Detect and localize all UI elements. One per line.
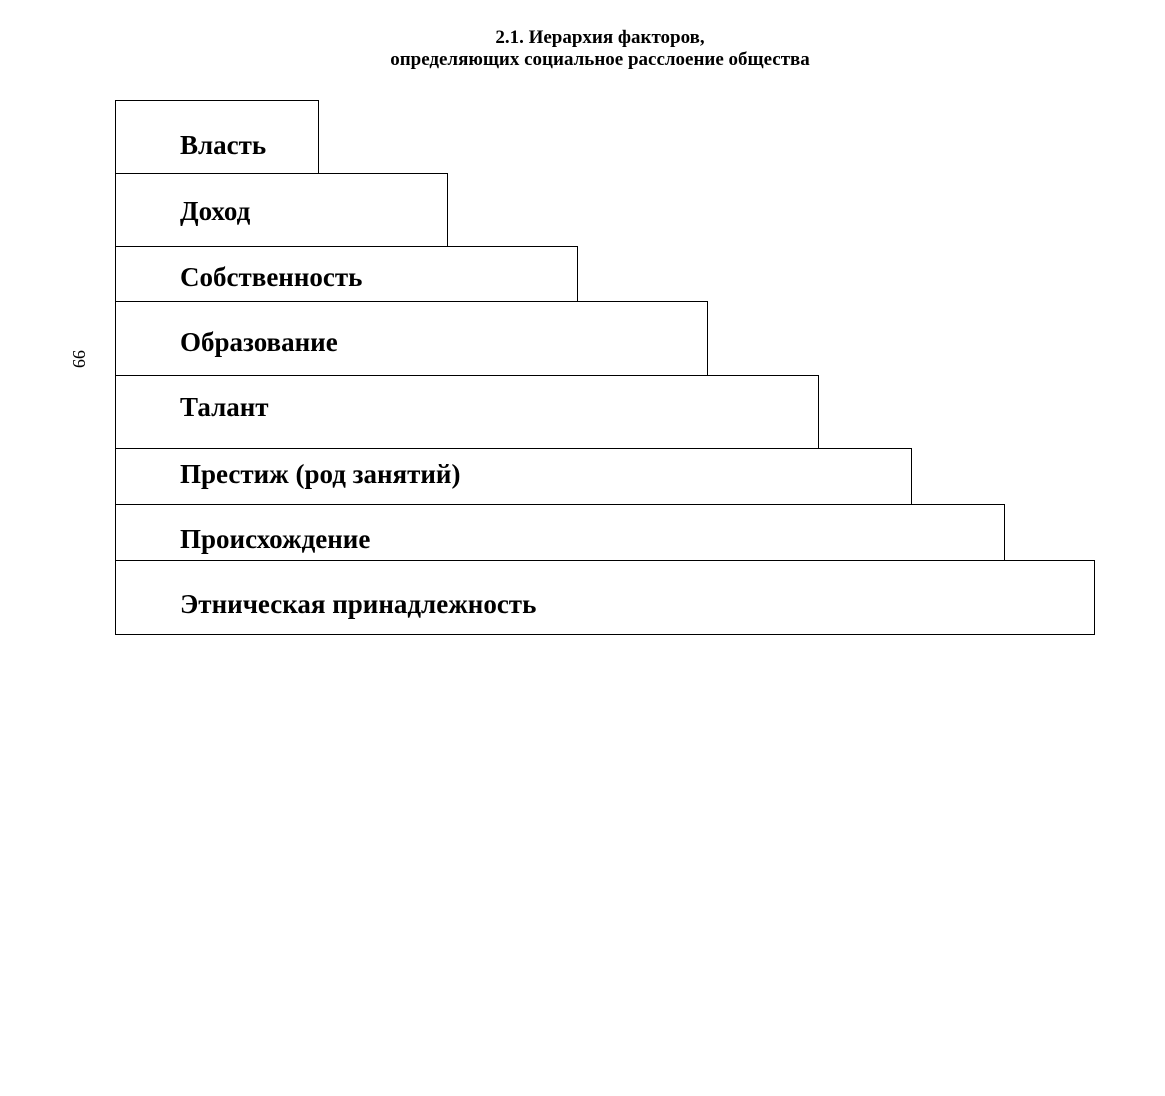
diagram-title-line1: 2.1. Иерархия факторов, xyxy=(495,27,705,48)
diagram-title-line2: определяющих социальное расслоение общества xyxy=(390,49,810,70)
step-label-origin: Происхождение xyxy=(180,524,371,554)
step-label-income: Доход xyxy=(180,196,251,226)
step-label-property: Собственность xyxy=(180,262,363,292)
step-label-education: Образование xyxy=(180,327,338,357)
step-label-ethnicity: Этническая принадлежность xyxy=(180,589,537,619)
step-label-prestige: Престиж (род занятий) xyxy=(180,459,461,489)
page-number: 99 xyxy=(69,350,89,368)
step-box-income xyxy=(115,173,448,247)
step-label-talent: Талант xyxy=(180,392,269,422)
step-label-power: Власть xyxy=(180,130,267,160)
